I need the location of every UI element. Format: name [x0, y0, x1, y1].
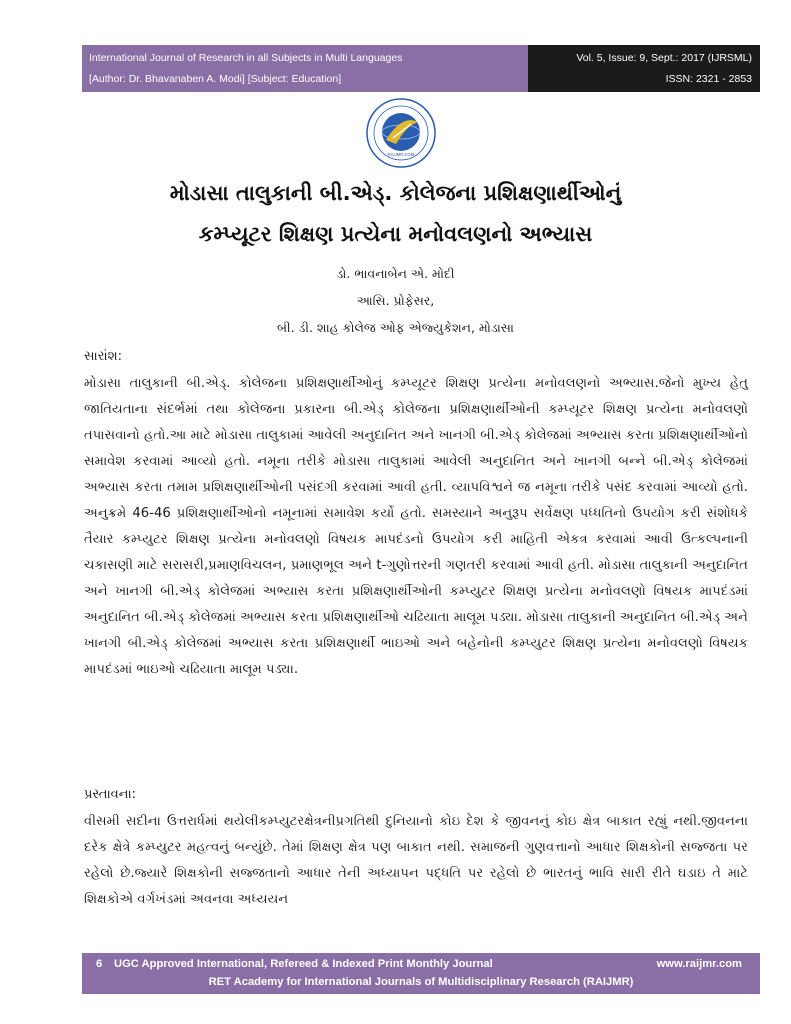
- issn: ISSN: 2321 - 2853: [665, 73, 752, 85]
- author-name: ડો. ભાવનાબેન એ. મોદી: [336, 266, 455, 281]
- svg-text:RAIJMR.COM: RAIJMR.COM: [387, 152, 415, 157]
- author-designation: આસિ. પ્રોફેસર,: [356, 293, 435, 308]
- footer-journal-line: UGC Approved International, Refereed & Indexed Print Monthly Journal: [114, 958, 493, 970]
- page-footer: [82, 953, 760, 994]
- volume-issue: Vol. 5, Issue: 9, Sept.: 2017 (IJRSML): [576, 52, 752, 64]
- footer-website-link[interactable]: www.raijmr.com: [656, 958, 742, 970]
- introduction-heading: પ્રસ્તાવના:: [84, 787, 137, 802]
- page-header: [82, 45, 760, 92]
- journal-seal-logo-icon: [366, 98, 436, 168]
- journal-name: International Journal of Research in all Subjects in Multi Languages: [89, 52, 403, 64]
- page-number: 6: [96, 958, 103, 970]
- paper-title-line-2: કમ્પ્યૂટર શિક્ષણ પ્રત્યેના મનોવલણનો અભ્યાસ: [198, 222, 593, 246]
- abstract-text: મોડાસા તાલુકાની બી.એડ્. કોલેજના પ્રશિક્ષણાર્થીઓનું કમ્પ્યૂટર શિક્ષણ પ્રત્યેના મનોવલણનો અભ્યાસ.જેનો મુખ્ય હેતુ જાતિયતાના સંદર્ભમાં તથા કોલેજના પ્રકારના બી.એડ્ કોલેજના પ્રશિક્ષણાર્થીઓની કમ્પ્યૂટર શિક્ષણ પ્રત્યેના મનોવલણો તપાસવાનો હતો.આ માટે મોડાસા તાલુકામાં આવેલી અનુદાનિત અને ખાનગી બી.એડ્ કોલેજમાં અભ્યાસ કરતા પ્રશિક્ષણાર્થીઓનો સમાવેશ કરવામાં આવ્યો હતો. નમૂના તરીકે મોડાસા તાલુકામાં આવેલી અનુદાનિત અને ખાનગી બન્ને બી.એડ્ કોલેજમાં અભ્યાસ કરતા તમામ પ્રશિક્ષણાર્થીઓની પસંદગી કરવામાં આવી હતી. વ્યાપવિશ્વને જ નમૂના તરીકે પસંદ કરવામાં આવ્યો હતો. અનુક્રમે 46-46 પ્રશિક્ષણાર્થીઓનો નમૂનામાં સમાવેશ કર્યો હતો. સમસ્યાને અનુરૂપ સર્વેક્ષણ પધ્ધતિનો ઉપયોગ કરી સંશોધકે તૈયાર કમ્પ્યુટર શિક્ષણ પ્રત્યેના મનોવલણો વિષયક માપદંડનો ઉપયોગ કરી માહિતી એકત્ર કરવામાં આવી ઉત્કલ્પનાની ચકાસણી માટે સરાસરી,પ્રમાણવિચલન, પ્રમાણભૂલ અને t-ગુણોત્તરની ગણતરી કરવામાં આવી હતી. મોડાસા તાલુકાની અનુદાનિત અને ખાનગી બી.એડ્ કોલેજમાં અભ્યાસ કરતા પ્રશિક્ષણાર્થીઓની કમ્પ્યુટર શિક્ષણ પ્રત્યેના મનોવલણો વિષયક માપદંડમાં અનુદાનિત બી.એડ્ કોલેજમાં અભ્યાસ કરતા પ્રશિક્ષણાર્થીઓ ચઢિયાતા માલૂમ પડ્યા. મોડાસા તાલુકાની અનુદાનિત બી.એડ્ અને ખાનગી બી.એડ્ કોલેજમાં અભ્યાસ કરતા પ્રશિક્ષણાર્થી ભાઇઓ અને બહેનોની કમ્પ્યુટર શિક્ષણ પ્રત્યેના મનોવલણો વિષયક માપદંડમાં ભાઇઓ ચઢિયાતા માલૂમ પડ્યા.: [84, 376, 748, 677]
- header-issue-block: [528, 45, 760, 92]
- author-subject-line: [Author: Dr. Bhavanaben A. Modi] [Subject: Education]: [89, 73, 342, 85]
- introduction-text: વીસમી સદીના ઉત્તરાર્ધમાં થયેલીકમ્પ્યુટરક્ષેત્રનીપ્રગતિથી દુનિયાનો કોઇ દેશ કે જીવનનું કોઇ ક્ષેત્ર બાકાત રહ્યું નથી.જીવનના દરેક ક્ષેત્રે કમ્પ્યુટર મહત્વનું બન્યુંછે. તેમાં શિક્ષણ ક્ષેત્ર પણ બાકાત નથી. સમાજની ગુણવત્તાનો આધાર શિક્ષકોની સજ્જતા પર રહેલો છે.જ્યારે શિક્ષકોની સજ્જતાનો આધાર તેની અધ્યાપન પદ્ધતિ પર રહેલો છે ભારતનું ભાવિ સારી રીતે ઘડાઇ તે માટે શિક્ષકોએ વર્ગખંડમાં અવનવા અધ્યયન: [84, 814, 748, 907]
- footer-publisher: RET Academy for International Journals of Multidisciplinary Research (RAIJMR): [208, 976, 634, 988]
- paper-title-line-1: મોડાસા તાલુકાની બી.એડ્. કોલેજના પ્રશિક્ષણાર્થીઓનું: [169, 181, 622, 205]
- abstract-heading: સારાંશ:: [84, 349, 123, 364]
- header-journal-block: [82, 45, 528, 92]
- author-affiliation: બી. ડી. શાહ કોલેજ ઓફ એજ્યુકેશન, મોડાસા: [276, 320, 514, 335]
